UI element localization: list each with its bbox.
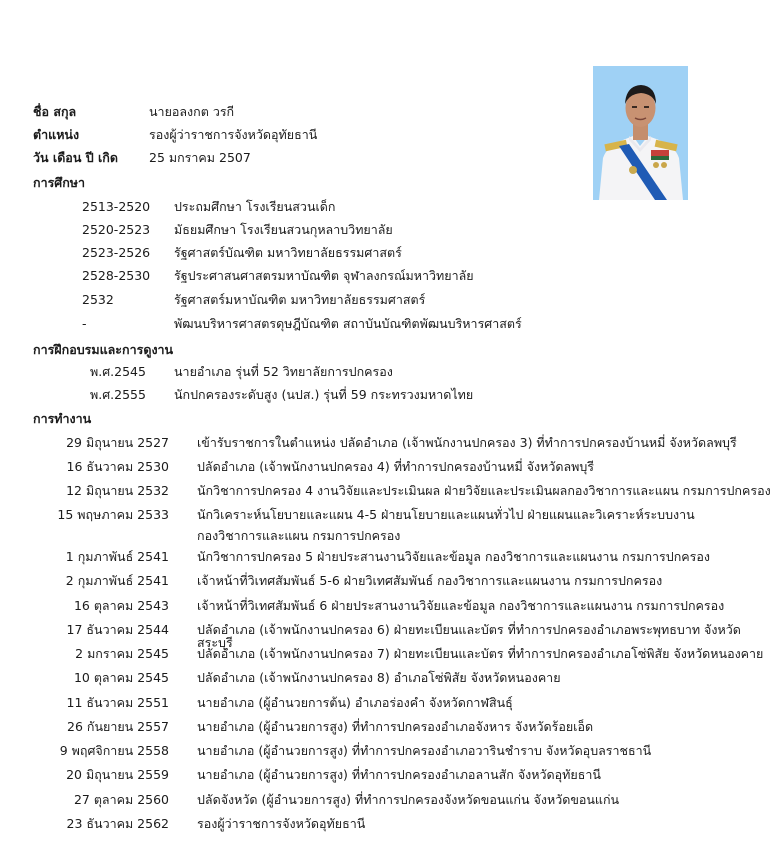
education-text: รัฐศาสตร์บัณฑิต มหาวิทยาลัยธรรมศาสตร์ xyxy=(174,245,402,260)
education-text: รัฐประศาสนศาสตรมหาบัณฑิต จุฬาลงกรณ์มหาวิทยาลัย xyxy=(174,268,474,283)
work-date: 12 มิถุนายน 2532 xyxy=(66,483,169,498)
training-title: การฝึกอบรมและการดูงาน xyxy=(33,342,174,357)
birth-label: วัน เดือน ปี เกิด xyxy=(33,150,118,165)
work-text: ปลัดอำเภอ (เจ้าพนักงานปกครอง 4) ที่ทำการปกครองบ้านหมี่ จังหวัดลพบุรี xyxy=(197,459,595,474)
work-date: 26 กันยายน 2557 xyxy=(67,719,169,734)
work-text: ปลัดอำเภอ (เจ้าพนักงานปกครอง 7) ฝ่ายทะเบียนและบัตร ที่ทำการปกครองอำเภอโซ่พิสัย จังหวัดหนองคาย xyxy=(197,646,764,661)
education-item xyxy=(0,294,776,316)
education-year: - xyxy=(82,316,87,331)
work-item xyxy=(0,575,776,597)
work-item xyxy=(0,485,776,507)
work-item xyxy=(0,818,776,840)
work-date: 9 พฤศจิกายน 2558 xyxy=(59,743,169,758)
work-text: รองผู้ว่าราชการจังหวัดอุทัยธานี xyxy=(197,816,366,831)
training-text: นักปกครองระดับสูง (นปส.) รุ่นที่ 59 กระทรวงมหาดไทย xyxy=(174,387,474,402)
work-date: 2 กุมภาพันธ์ 2541 xyxy=(65,573,169,588)
education-year: 2523-2526 xyxy=(82,245,151,260)
education-year: 2532 xyxy=(82,292,114,307)
work-text: นายอำเภอ (ผู้อำนวยการสูง) ที่ทำการปกครองอำเภอวารินชำราบ จังหวัดอุบลราชธานี xyxy=(197,743,652,758)
work-text: นายอำเภอ (ผู้อำนวยการสูง) ที่ทำการปกครองอำเภอจังหาร จังหวัดร้อยเอ็ด xyxy=(197,719,594,734)
position-value: รองผู้ว่าราชการจังหวัดอุทัยธานี xyxy=(149,127,318,142)
education-title: การศึกษา xyxy=(33,175,86,190)
training-item xyxy=(0,389,776,411)
work-item xyxy=(0,461,776,483)
work-text: นายอำเภอ (ผู้อำนวยการสูง) ที่ทำการปกครองอำเภอลานสัก จังหวัดอุทัยธานี xyxy=(197,767,601,782)
work-item xyxy=(0,551,776,573)
position-label: ตำแหน่ง xyxy=(33,127,80,142)
education-item xyxy=(0,201,776,223)
work-date: 16 ธันวาคม 2530 xyxy=(66,459,169,474)
education-text: ประถมศึกษา โรงเรียนสวนเด็ก xyxy=(174,199,336,214)
work-date: 27 ตุลาคม 2560 xyxy=(73,792,169,807)
education-item xyxy=(0,318,776,340)
education-item xyxy=(0,247,776,269)
work-item xyxy=(0,745,776,767)
work-text: ปลัดอำเภอ (เจ้าพนักงานปกครอง 8) อำเภอโซ่พิสัย จังหวัดหนองคาย xyxy=(197,670,561,685)
work-date: 17 ธันวาคม 2544 xyxy=(66,622,169,637)
work-text: ปลัดอำเภอ (เจ้าพนักงานปกครอง 6) ฝ่ายทะเบียนและบัตร ที่ทำการปกครองอำเภอพระพุทธบาท จังหวัดสระบุรี xyxy=(197,622,741,650)
training-year: พ.ศ.2545 xyxy=(90,364,146,379)
work-text: เข้ารับราชการในตำแหน่ง ปลัดอำเภอ (เจ้าพนักงานปกครอง 3) ที่ทำการปกครองบ้านหมี่ จังหวัดลพบุรี xyxy=(197,435,737,450)
education-text: มัธยมศึกษา โรงเรียนสวนกุหลาบวิทยาลัย xyxy=(174,222,393,237)
name-value: นายอลงกต วรกี xyxy=(149,104,235,119)
work-text-continued: กองวิชาการและแผน กรมการปกครอง xyxy=(197,528,401,543)
work-item xyxy=(0,672,776,694)
education-text: พัฒนบริหารศาสตรดุษฎีบัณฑิต สถาบันบัณฑิตพัฒนบริหารศาสตร์ xyxy=(174,316,522,331)
portrait-photo xyxy=(593,66,688,200)
work-item xyxy=(0,622,776,650)
work-date: 11 ธันวาคม 2551 xyxy=(66,695,169,710)
work-date: 15 พฤษภาคม 2533 xyxy=(57,507,169,522)
work-item xyxy=(0,794,776,816)
work-text: นักวิชาการปกครอง 5 ฝ่ายประสานงานวิจัยและข้อมูล กองวิชาการและแผนงาน กรมการปกครอง xyxy=(197,549,710,564)
work-date: 2 มกราคม 2545 xyxy=(75,646,169,661)
work-title: การทำงาน xyxy=(33,411,92,426)
work-text: เจ้าหน้าที่วิเทศสัมพันธ์ 6 ฝ่ายประสานงานวิจัยและข้อมูล กองวิชาการและแผนงาน กรมการปกครอง xyxy=(197,598,725,613)
work-text: นายอำเภอ (ผู้อำนวยการต้น) อำเภอร่องคำ จังหวัดกาฬสินธุ์ xyxy=(197,695,513,710)
education-year: 2513-2520 xyxy=(82,199,151,214)
work-date: 10 ตุลาคม 2545 xyxy=(73,670,169,685)
education-item xyxy=(0,270,776,292)
education-year: 2528-2530 xyxy=(82,268,151,283)
training-text: นายอำเภอ รุ่นที่ 52 วิทยาลัยการปกครอง xyxy=(174,364,393,379)
work-date: 1 กุมภาพันธ์ 2541 xyxy=(65,549,169,564)
work-text: นักวิชาการปกครอง 4 งานวิจัยและประเมินผล ฝ่ายวิจัยและประเมินผลกองวิชาการและแผน กรมการปกครอง xyxy=(197,483,771,498)
work-item xyxy=(0,648,776,670)
work-date: 29 มิถุนายน 2527 xyxy=(66,435,169,450)
education-item xyxy=(0,224,776,246)
education-year: 2520-2523 xyxy=(82,222,151,237)
work-item xyxy=(0,697,776,719)
work-item xyxy=(0,437,776,459)
training-item xyxy=(0,366,776,388)
work-text: ปลัดจังหวัด (ผู้อำนวยการสูง) ที่ทำการปกครองจังหวัดขอนแก่น จังหวัดขอนแก่น xyxy=(197,792,620,807)
work-item xyxy=(0,507,776,543)
education-text: รัฐศาสตร์มหาบัณฑิต มหาวิทยาลัยธรรมศาสตร์ xyxy=(174,292,426,307)
training-year: พ.ศ.2555 xyxy=(90,387,146,402)
work-item xyxy=(0,600,776,622)
work-text: นักวิเคราะห์นโยบายและแผน 4-5 ฝ่ายนโยบายและแผนทั่วไป ฝ่ายแผนและวิเคราะห์ระบบงาน xyxy=(197,507,695,522)
name-label: ชื่อ สกุล xyxy=(33,104,77,119)
work-date: 16 ตุลาคม 2543 xyxy=(73,598,169,613)
work-date: 23 ธันวาคม 2562 xyxy=(66,816,169,831)
birth-value: 25 มกราคม 2507 xyxy=(149,150,251,165)
work-item xyxy=(0,721,776,743)
work-date: 20 มิถุนายน 2559 xyxy=(66,767,169,782)
work-item xyxy=(0,769,776,791)
work-text: เจ้าหน้าที่วิเทศสัมพันธ์ 5-6 ฝ่ายวิเทศสัมพันธ์ กองวิชาการและแผนงาน กรมการปกครอง xyxy=(197,573,663,588)
